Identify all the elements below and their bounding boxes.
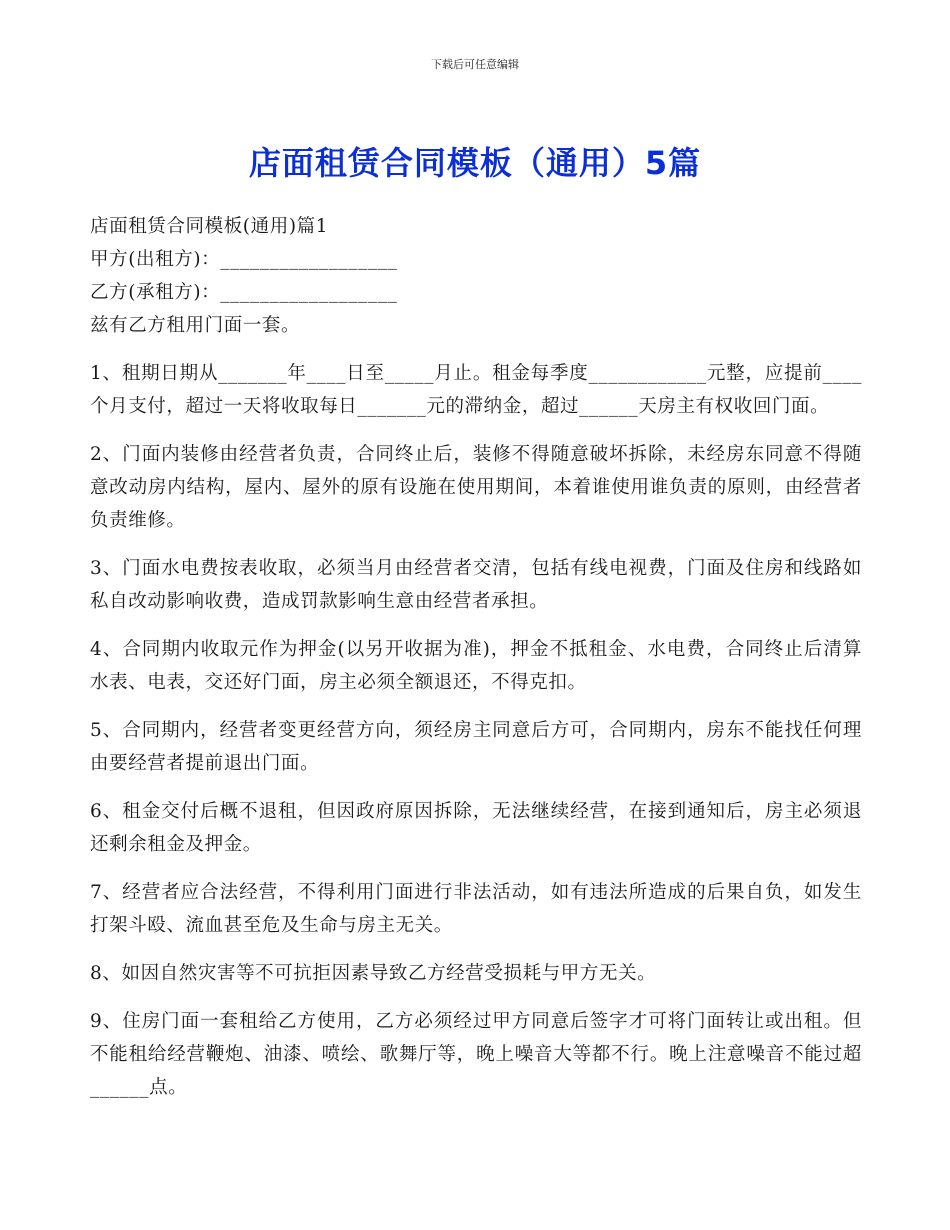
clause-8: 8、如因自然灾害等不可抗拒因素导致乙方经营受损耗与甲方无关。	[90, 963, 657, 984]
clause-3: 3、门面水电费按表收取，必须当月由经营者交清，包括有线电视费，门面及住房和线路如私自改动影响收费，造成罚款影响生意由经营者承担。	[90, 558, 862, 612]
clause-7: 7、经营者应合法经营，不得利用门面进行非法活动，如有违法所造成的后果自负，如发生打架斗殴、流血甚至危及生命与房主无关。	[90, 882, 862, 936]
party-a-line: 甲方(出租方)：__________________	[90, 249, 398, 270]
clause-4: 4、合同期内收取元作为押金(以另开收据为准)，押金不抵租金、水电费，合同终止后清算水表、电表，交还好门面，房主必须全额退还，不得克扣。	[90, 639, 862, 693]
header-note: 下载后可任意编辑	[431, 58, 519, 71]
document-title: 店面租赁合同模板（通用）5篇	[248, 144, 702, 182]
document-body	[90, 210, 862, 1104]
clause-2: 2、门面内装修由经营者负责，合同终止后，装修不得随意破坏拆除，未经房东同意不得随意改动房内结构，屋内、屋外的原有设施在使用期间，本着谁使用谁负责的原则，由经营者负责维修。	[90, 444, 862, 531]
rental-statement: 兹有乙方租用门面一套。	[90, 315, 301, 336]
clause-1: 1、租期日期从_______年____日至_____月止。租金每季度____________元整，应提前____个月支付，超过一天将收取每日_______元的滞纳金，超过______天房主有权收回门面。	[90, 363, 862, 417]
clause-6: 6、租金交付后概不退租，但因政府原因拆除，无法继续经营，在接到通知后，房主必须退还剩余租金及押金。	[90, 801, 862, 855]
party-b-line: 乙方(承租方)：__________________	[90, 282, 398, 303]
clause-5: 5、合同期内，经营者变更经营方向，须经房主同意后方可，合同期内，房东不能找任何理由要经营者提前退出门面。	[90, 720, 862, 774]
contract-subtitle: 店面租赁合同模板(通用)篇1	[90, 216, 329, 237]
clause-9: 9、住房门面一套租给乙方使用，乙方必须经过甲方同意后签字才可将门面转让或出租。但不能租给经营鞭炮、油漆、喷绘、歌舞厅等，晚上噪音大等都不行。晚上注意噪音不能过超______点。	[90, 1011, 862, 1098]
